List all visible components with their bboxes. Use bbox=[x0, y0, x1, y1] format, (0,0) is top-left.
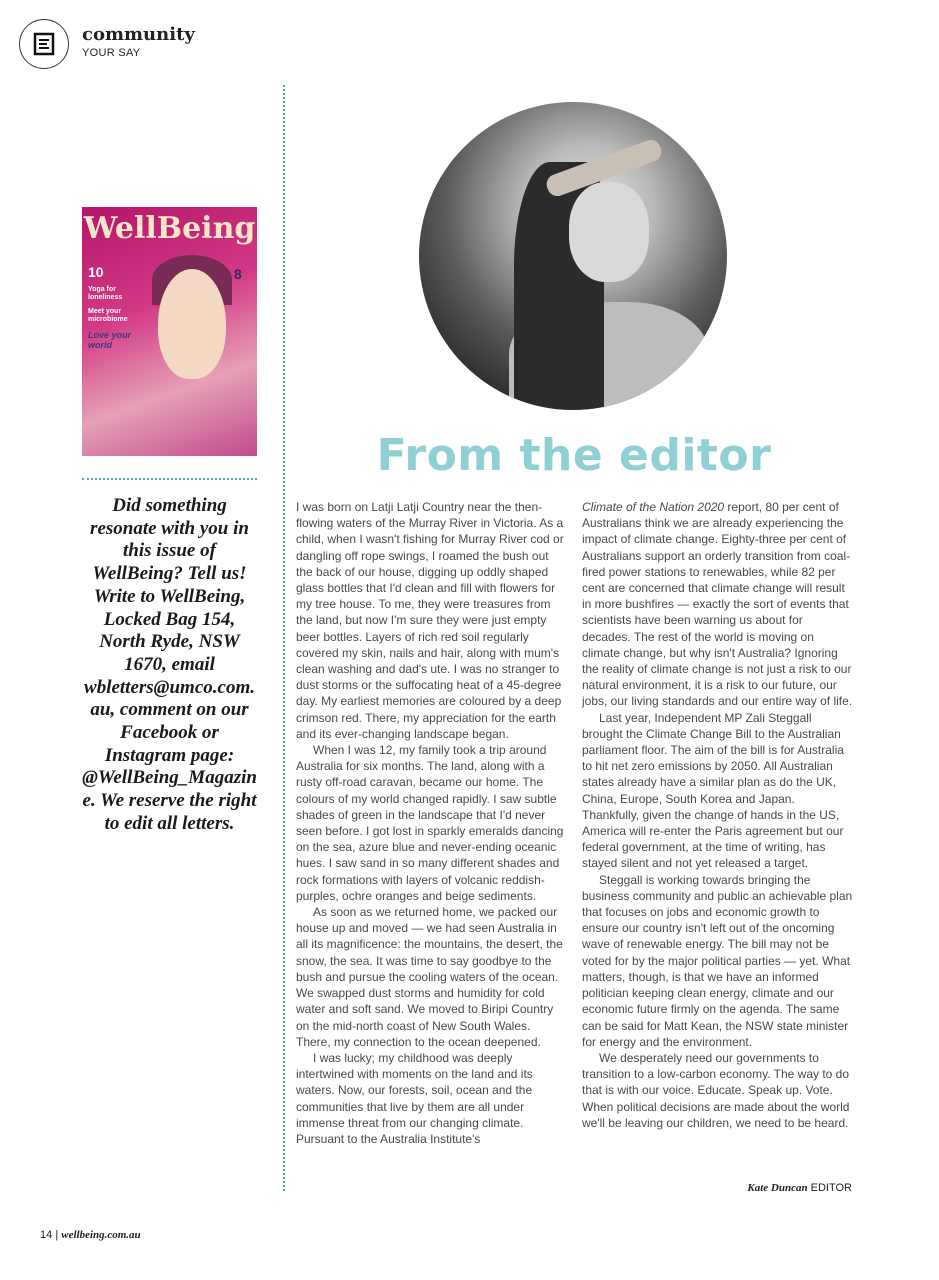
paragraph: As soon as we returned home, we packed our house up and moved — we had seen Australia in all its magnificence: the mountains, the desert, the snow, the sea. It was time to say goodbye to the bush and pursue the cooling waters of the ocean. We swapped dust storms and humidity for cold water and soft sand. We moved to Biripi Country on the mid-north coast of New South Wales. There, my connection to the ocean deepened. bbox=[296, 905, 563, 1049]
paragraph: We desperately need our governments to transition to a low-carbon economy. The way to do that is with our voice. Educate. Speak up. Vote. When political decisions are made about the world we'll be leaving our children, we need to be heard. bbox=[582, 1050, 850, 1130]
paragraph-text: report, 80 per cent of Australians think we are already experiencing the impact of climate change. Eighty-three per cent of Australians support an orderly transition from coal-fired power stations to renewables, while 82 per cent are concerned that climate change will result in more bushfires — exactly the sort of events that scientists have been warning us about for decades. The rest of the world is moving on climate change, but why isn't Australia? Ignoring the reality of climate change is not just a risk to our natural environment, it is a risk to our future, our jobs, our living standards and our entire way of life. bbox=[582, 500, 853, 709]
divider-vertical bbox=[283, 85, 285, 1191]
cover-line: Yoga for loneliness bbox=[88, 286, 123, 301]
section-badge bbox=[19, 19, 69, 69]
footer-website: wellbeing.com.au bbox=[61, 1229, 141, 1241]
magazine-cover bbox=[82, 207, 257, 456]
letters-callout: Did something resonate with you in this issue of WellBeing? Tell us! Write to WellBeing, Locked Bag 154, North Ryde, NSW 1670, email wbletters@umco.com.au, comment on our Facebook or Instagram page: @WellBeing_Magazine. We reserve the right to edit all letters. bbox=[82, 495, 257, 834]
paragraph: I was born on Latji Latji Country near the then-flowing waters of the Murray River in Victoria. As a child, when I wasn't fishing for Murray River cod or dangling off rope swings, I roamed the bush out the back of our house, digging up oddly shaped glass bottles that I'd clean and fill with flowers for my tree house. To me, they were treasures from the land, but now I'm sure they were just empty beer bottles. Layers of rich red soil regularly covered my skin, nails and hair, along with mum's clean washing and dad's ute. I was no stranger to dust storms or the suffocating heat of a 45-degree day. My earliest memories are coloured by a deep crimson red. There, my appreciation for the earth and its ever-changing landscape began. bbox=[296, 500, 564, 741]
paragraph: I was lucky; my childhood was deeply intertwined with moments on the land and its waters. Now, our forests, soil, ocean and the communities that live by them are all under immense threat from our changing climate. Pursuant to the Australia Institute's bbox=[296, 1050, 533, 1146]
cover-line: Love your world bbox=[88, 330, 132, 350]
report-title: Climate of the Nation 2020 bbox=[582, 500, 725, 514]
divider-horizontal bbox=[82, 478, 257, 480]
paragraph: When I was 12, my family took a trip around Australia for six months. The land, along with a rusty off-road caravan, became our home. The colours of my world changed rapidly. I saw subtle shades of green in the landscape that I'd never seen before. I got lost in sparkly emeralds dancing on the sea, azure blue and never-ending oceanic hues. I saw sand in so many different shades and rock formations with layers of volcanic reddish-purples, ochre oranges and beige sediments. bbox=[296, 743, 564, 903]
article-column-1 bbox=[296, 499, 568, 1147]
cover-line: 8 bbox=[234, 266, 242, 282]
editor-signature bbox=[747, 1182, 852, 1194]
document-lines-icon bbox=[33, 32, 55, 56]
section-title: community bbox=[82, 24, 195, 45]
section-subtitle: YOUR SAY bbox=[82, 47, 141, 59]
cover-illustration-face bbox=[158, 269, 226, 379]
signature-name: Kate Duncan bbox=[747, 1182, 808, 1194]
page-number: 14 bbox=[40, 1229, 53, 1241]
cover-lines bbox=[88, 265, 148, 350]
paragraph bbox=[582, 499, 854, 710]
article-column-2 bbox=[582, 499, 854, 1131]
cover-masthead: WellBeing bbox=[83, 211, 256, 246]
footer-separator: | bbox=[55, 1229, 59, 1241]
signature-role: EDITOR bbox=[810, 1182, 852, 1194]
cover-line: 10 bbox=[88, 264, 104, 280]
page-footer bbox=[40, 1229, 141, 1241]
paragraph: Last year, Independent MP Zali Steggall brought the Climate Change Bill to the Australian parliament floor. The aim of the bill is for Australia to hit net zero emissions by 2050. All Australian states already have a similar plan as do the UK, China, Europe, South Korea and Japan. Thankfully, given the change of hands in the US, America will re-enter the Paris agreement but our federal government, at the time of writing, has stayed silent and not yet released a target. bbox=[582, 710, 844, 871]
paragraph: Steggall is working towards bringing the business community and public an achievable plan that focuses on jobs and economic growth to ensure our country isn't left out of the oncoming wave of renewable energy. The bill may not be voted for by the major political parties — yet. What matters, though, is that we have an informed politician keeping clean energy, climate and our economic future firmly on the agenda. The same can be said for Matt Kean, the NSW state minister for energy and the environment. bbox=[582, 872, 853, 1049]
cover-line: Meet your microbiome bbox=[88, 308, 128, 323]
article-headline: From the editor bbox=[376, 430, 772, 481]
editor-photo bbox=[419, 102, 727, 410]
